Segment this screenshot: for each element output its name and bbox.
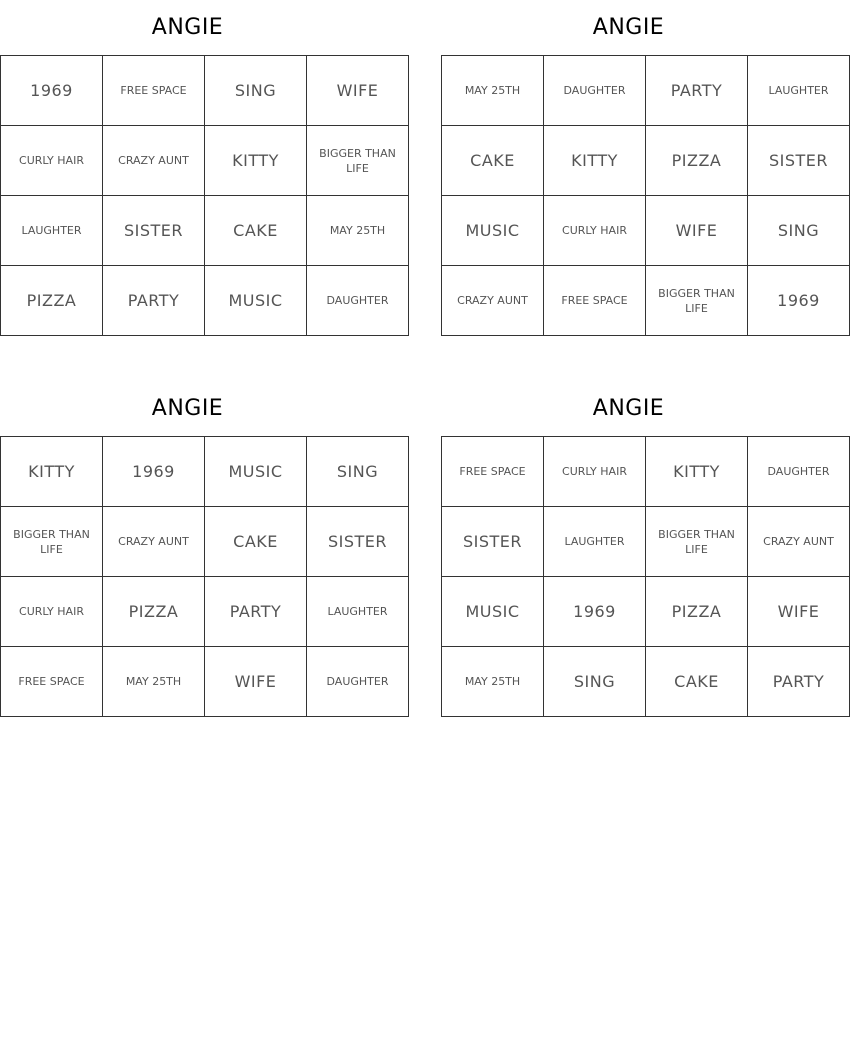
card-title: ANGIE <box>592 396 665 421</box>
bingo-cell: MAY 25TH <box>307 196 409 266</box>
bingo-card-3 <box>0 381 389 717</box>
bingo-cell: CRAZY AUNT <box>103 126 205 196</box>
bingo-cell: MAY 25TH <box>442 56 544 126</box>
bingo-cell: KITTY <box>205 126 307 196</box>
bingo-grid <box>441 55 850 336</box>
bingo-cell: MUSIC <box>205 437 307 507</box>
bingo-cell: PARTY <box>103 266 205 336</box>
bingo-cell: MUSIC <box>442 577 544 647</box>
bingo-cell: CURLY HAIR <box>1 577 103 647</box>
bingo-card-1 <box>0 0 396 336</box>
bingo-cell: CRAZY AUNT <box>442 266 544 336</box>
bingo-cell: FREE SPACE <box>103 56 205 126</box>
bingo-cell: SISTER <box>442 507 544 577</box>
bingo-cell: MUSIC <box>442 196 544 266</box>
bingo-cell: FREE SPACE <box>1 647 103 717</box>
bingo-cell: MAY 25TH <box>442 647 544 717</box>
bingo-card-4 <box>441 381 834 717</box>
bingo-cell: CURLY HAIR <box>544 437 646 507</box>
bingo-cell: CRAZY AUNT <box>748 507 850 577</box>
bingo-grid <box>0 55 409 336</box>
bingo-cell: MUSIC <box>205 266 307 336</box>
bingo-cell: CRAZY AUNT <box>103 507 205 577</box>
card-title: ANGIE <box>151 15 224 40</box>
bingo-cell: SING <box>205 56 307 126</box>
card-title: ANGIE <box>592 15 665 40</box>
bingo-cell: KITTY <box>1 437 103 507</box>
bingo-cell: WIFE <box>646 196 748 266</box>
bingo-cell: BIGGER THAN LIFE <box>1 507 103 577</box>
bingo-cell: WIFE <box>205 647 307 717</box>
bingo-grid <box>0 436 409 717</box>
bingo-cell: CURLY HAIR <box>1 126 103 196</box>
bingo-cell: CURLY HAIR <box>544 196 646 266</box>
bingo-cell: 1969 <box>544 577 646 647</box>
bingo-cell: 1969 <box>103 437 205 507</box>
bingo-cell: SISTER <box>307 507 409 577</box>
bingo-cell: PIZZA <box>103 577 205 647</box>
bingo-cell: FREE SPACE <box>544 266 646 336</box>
bingo-cell: LAUGHTER <box>748 56 850 126</box>
bingo-grid <box>441 436 850 717</box>
bingo-cell: SISTER <box>103 196 205 266</box>
bingo-cell: DAUGHTER <box>748 437 850 507</box>
bingo-cell: CAKE <box>646 647 748 717</box>
bingo-cell: DAUGHTER <box>307 647 409 717</box>
bingo-cell: LAUGHTER <box>307 577 409 647</box>
bingo-cell: SING <box>748 196 850 266</box>
card-title: ANGIE <box>151 396 224 421</box>
bingo-cell: WIFE <box>307 56 409 126</box>
bingo-cell: KITTY <box>646 437 748 507</box>
bingo-cell: CAKE <box>205 196 307 266</box>
bingo-cell: FREE SPACE <box>442 437 544 507</box>
bingo-cell: CAKE <box>205 507 307 577</box>
bingo-cell: SING <box>544 647 646 717</box>
bingo-cell: 1969 <box>1 56 103 126</box>
bingo-cell: LAUGHTER <box>1 196 103 266</box>
bingo-cell: CAKE <box>442 126 544 196</box>
bingo-cell: PARTY <box>205 577 307 647</box>
bingo-cell: DAUGHTER <box>544 56 646 126</box>
bingo-cell: PIZZA <box>646 126 748 196</box>
bingo-cell: PARTY <box>748 647 850 717</box>
bingo-cell: BIGGER THAN LIFE <box>646 266 748 336</box>
bingo-cell: LAUGHTER <box>544 507 646 577</box>
bingo-card-2 <box>441 0 829 336</box>
bingo-cell: PIZZA <box>646 577 748 647</box>
bingo-cell: PIZZA <box>1 266 103 336</box>
bingo-cell: BIGGER THAN LIFE <box>307 126 409 196</box>
bingo-cell: DAUGHTER <box>307 266 409 336</box>
bingo-cell: SING <box>307 437 409 507</box>
bingo-cell: SISTER <box>748 126 850 196</box>
bingo-cell: WIFE <box>748 577 850 647</box>
bingo-cell: MAY 25TH <box>103 647 205 717</box>
bingo-cell: 1969 <box>748 266 850 336</box>
bingo-cell: KITTY <box>544 126 646 196</box>
bingo-cell: BIGGER THAN LIFE <box>646 507 748 577</box>
bingo-cell: PARTY <box>646 56 748 126</box>
